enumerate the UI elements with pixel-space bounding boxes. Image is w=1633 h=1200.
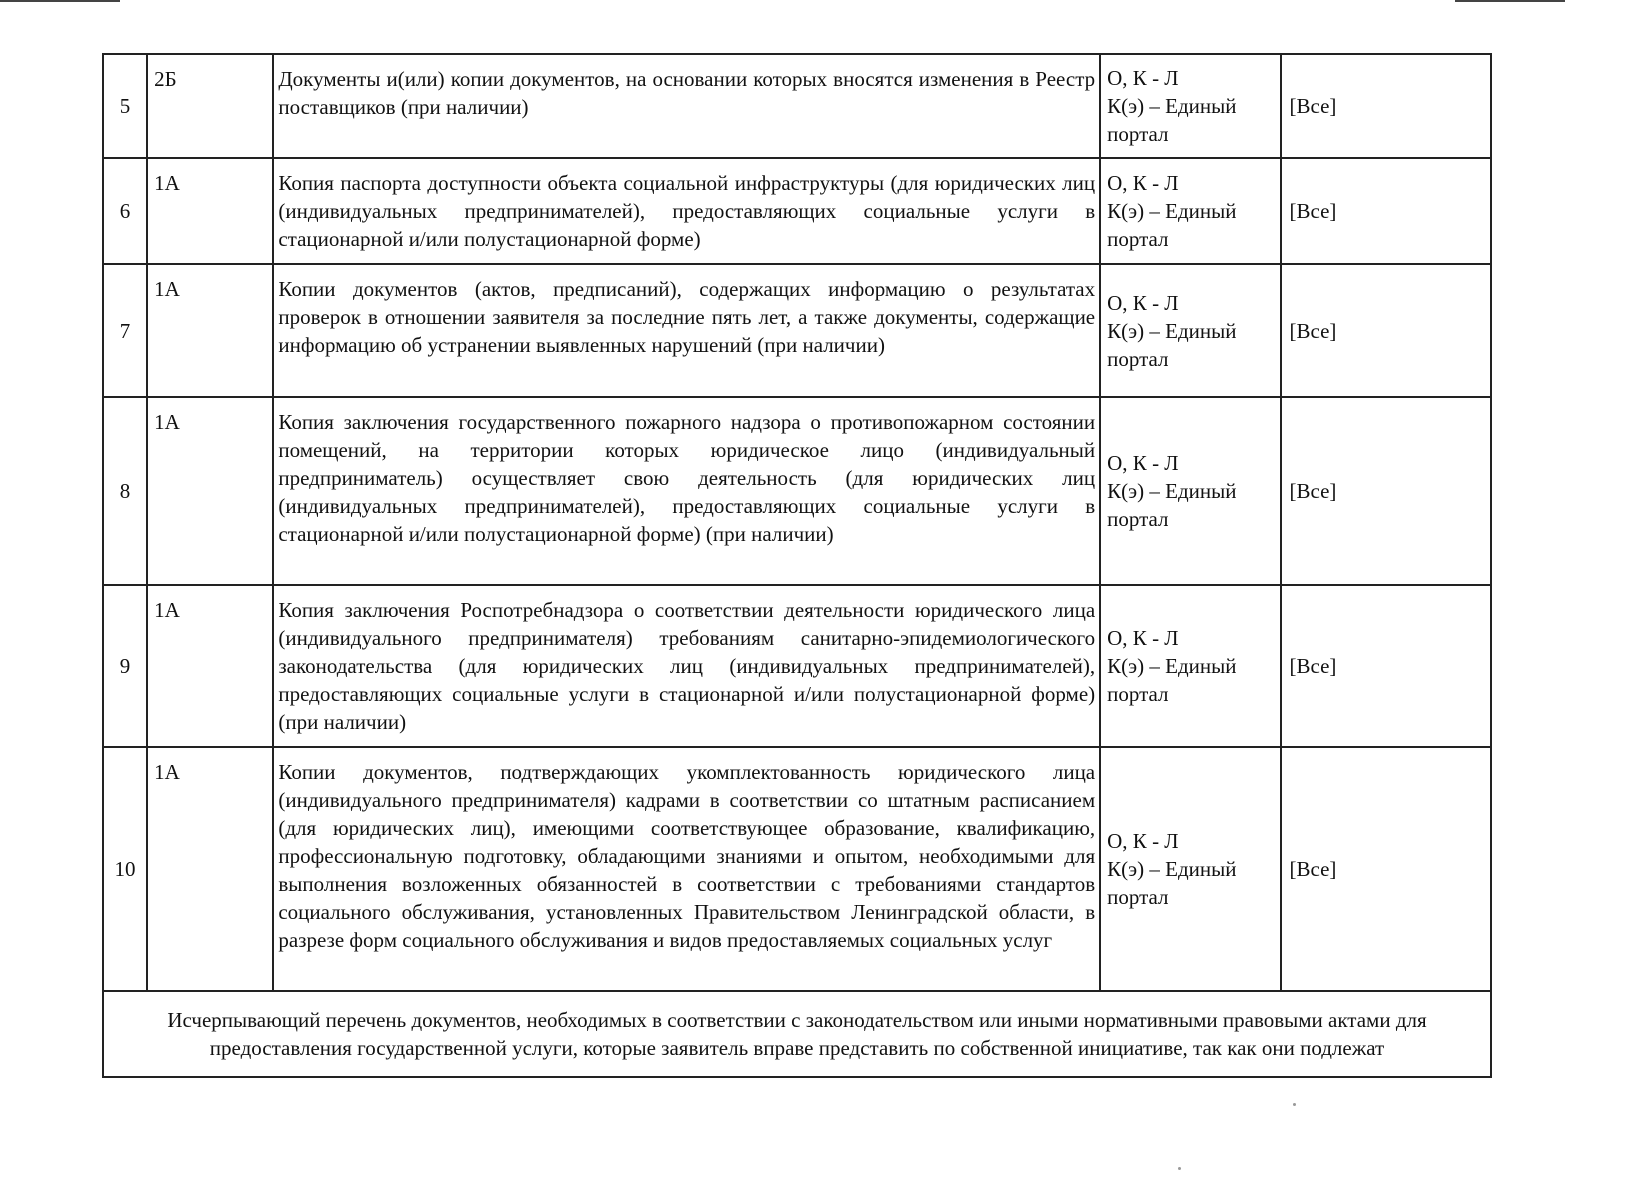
table-body bbox=[103, 54, 1491, 1077]
table-row bbox=[103, 264, 1491, 397]
scan-edge-right bbox=[1455, 0, 1565, 2]
form-line: портал bbox=[1107, 507, 1169, 531]
form-line: К(э) – Единый bbox=[1107, 479, 1237, 503]
row-form bbox=[1100, 264, 1280, 397]
row-number: 9 bbox=[103, 585, 147, 747]
form-line: К(э) – Единый bbox=[1107, 318, 1237, 343]
documents-table bbox=[102, 53, 1492, 1078]
row-category: 1А bbox=[147, 264, 273, 397]
row-applicants: [Все] bbox=[1281, 397, 1491, 585]
row-form bbox=[1100, 54, 1280, 158]
form-line: О, К - Л bbox=[1107, 171, 1179, 195]
table-row bbox=[103, 54, 1491, 158]
form-line: О, К - Л bbox=[1107, 290, 1179, 315]
row-category: 1А bbox=[147, 158, 273, 264]
form-line: портал bbox=[1107, 885, 1169, 909]
form-line: О, К - Л bbox=[1107, 66, 1179, 90]
table-row bbox=[103, 397, 1491, 585]
row-number: 6 bbox=[103, 158, 147, 264]
row-description: Документы и(или) копии документов, на основании которых вносятся изменения в Реестр поставщиков (при наличии) bbox=[273, 54, 1100, 158]
form-line: портал bbox=[1107, 346, 1169, 371]
row-description: Копия заключения государственного пожарного надзора о противопожарном состоянии помещений, на территории которых юридическое лицо (индивидуальный предприниматель) осуществляет свою деятельность (для юридических лиц (индивидуальных предпринимателей), предоставляющих социальные услуги в стационарной и/или полустационарной форме) (при наличии) bbox=[273, 397, 1100, 585]
row-form bbox=[1100, 397, 1280, 585]
row-description: Копия паспорта доступности объекта социальной инфраструктуры (для юридических лиц (индивидуальных предпринимателей), предоставляющих социальные услуги в стационарной и/или полустационарной форме) bbox=[273, 158, 1100, 264]
row-number: 8 bbox=[103, 397, 147, 585]
form-line: К(э) – Единый bbox=[1107, 94, 1237, 118]
row-form bbox=[1100, 747, 1280, 991]
scan-speck bbox=[1293, 1103, 1296, 1106]
row-applicants: [Все] bbox=[1281, 158, 1491, 264]
row-category: 1А bbox=[147, 585, 273, 747]
row-applicants: [Все] bbox=[1281, 585, 1491, 747]
form-line: О, К - Л bbox=[1107, 451, 1179, 475]
scan-edge-left bbox=[0, 0, 120, 2]
row-description: Копии документов, подтверждающих укомплектованность юридического лица (индивидуального предпринимателя) кадрами в соответствии со штатным расписанием (для юридических лиц), имеющими соответствующее образование, квалификацию, профессиональную подготовку, обладающими знаниями и опытом, необходимыми для выполнения возложенных обязанностей в соответствии с требованиями стандартов социального обслуживания, установленных Правительством Ленинградской области, в разрезе форм социального обслуживания и видов предоставляемых социальных услуг bbox=[273, 747, 1100, 991]
row-description: Копия заключения Роспотребнадзора о соответствии деятельности юридического лица (индивидуального предпринимателя) требованиям санитарно-эпидемиологического законодательства (для юридических лиц (индивидуальных предпринимателей), предоставляющих социальные услуги в стационарной и/или полустационарной форме) (при наличии) bbox=[273, 585, 1100, 747]
form-line: К(э) – Единый bbox=[1107, 654, 1237, 678]
row-applicants: [Все] bbox=[1281, 747, 1491, 991]
form-line: О, К - Л bbox=[1107, 829, 1179, 853]
footer-note: Исчерпывающий перечень документов, необходимых в соответствии с законодательством или иными нормативными правовыми актами для предоставления государственной услуги, которые заявитель вправе представить по собственной инициативе, так как они подлежат bbox=[103, 991, 1491, 1077]
form-line: портал bbox=[1107, 122, 1169, 146]
form-line: О, К - Л bbox=[1107, 626, 1179, 650]
row-applicants: [Все] bbox=[1281, 264, 1491, 397]
row-number: 7 bbox=[103, 264, 147, 397]
row-category: 1А bbox=[147, 397, 273, 585]
row-category: 1А bbox=[147, 747, 273, 991]
table-row bbox=[103, 747, 1491, 991]
form-line: портал bbox=[1107, 682, 1169, 706]
form-line: портал bbox=[1107, 227, 1169, 251]
row-applicants: [Все] bbox=[1281, 54, 1491, 158]
form-line: К(э) – Единый bbox=[1107, 199, 1237, 223]
row-description: Копии документов (актов, предписаний), содержащих информацию о результатах проверок в отношении заявителя за последние пять лет, а также документы, содержащие информацию об устранении выявленных нарушений (при наличии) bbox=[273, 264, 1100, 397]
row-form bbox=[1100, 158, 1280, 264]
table-row bbox=[103, 158, 1491, 264]
scan-speck bbox=[1178, 1167, 1181, 1170]
form-line: К(э) – Единый bbox=[1107, 857, 1237, 881]
row-category: 2Б bbox=[147, 54, 273, 158]
footer-row bbox=[103, 991, 1491, 1077]
row-number: 10 bbox=[103, 747, 147, 991]
table-row bbox=[103, 585, 1491, 747]
row-number: 5 bbox=[103, 54, 147, 158]
row-form bbox=[1100, 585, 1280, 747]
